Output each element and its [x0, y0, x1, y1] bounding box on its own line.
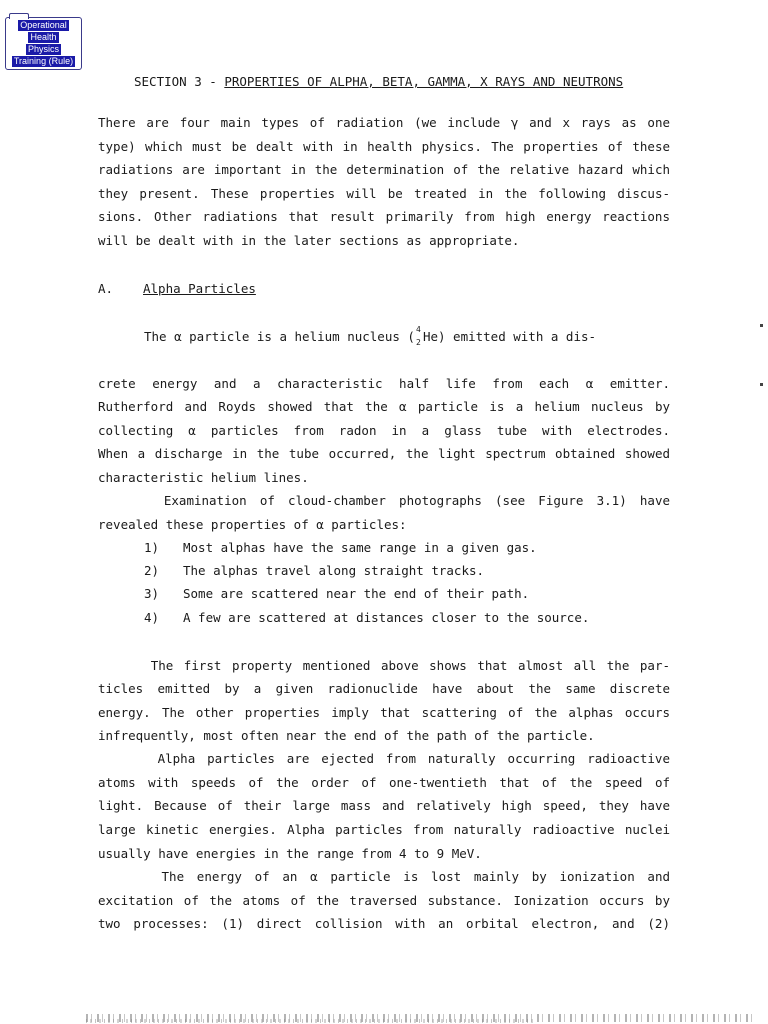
logo-line-4a: Training	[13, 56, 47, 66]
list-item-number: 4)	[144, 610, 160, 625]
intro-line: they present. These properties will be treated in the following discus-	[98, 186, 670, 201]
scan-noise	[86, 1019, 536, 1023]
training-logo	[5, 17, 82, 70]
para6-line: The energy of an α particle is lost mainly by ionization and	[98, 869, 670, 884]
para4-line: ticles emitted by a given radionuclide have about the same discrete	[98, 681, 670, 696]
para4-line: The first property mentioned above shows that almost all the par-	[98, 658, 670, 673]
para5-line: Alpha particles are ejected from naturally occurring radioactive	[98, 751, 670, 766]
para2-line: crete energy and a characteristic half life from each α emitter.	[98, 376, 670, 391]
para3-line: Examination of cloud-chamber photographs (see Figure 3.1) have	[98, 493, 670, 508]
list-item-number: 2)	[144, 563, 160, 578]
para5-line: usually have energies in the range from 4 to 9 MeV.	[98, 846, 482, 861]
intro-line: sions. Other radiations that result primarily from high energy reactions	[98, 209, 670, 224]
intro-line: type) which must be dealt with in health physics. The properties of these	[98, 139, 670, 154]
para2-line: Rutherford and Royds showed that the α particle is a helium nucleus by	[98, 399, 670, 414]
para4-line: energy. The other properties imply that scattering of the alphas occurs	[98, 705, 670, 720]
logo-line-4	[12, 56, 75, 67]
logo-line-4b: (Rule)	[48, 56, 74, 66]
para5-line: large kinetic energies. Alpha particles from naturally radioactive nuclei	[98, 822, 670, 837]
list-item-text: Most alphas have the same range in a given gas.	[183, 540, 537, 555]
alpha-intro-before: The α particle is a helium nucleus (	[144, 329, 415, 344]
scan-mark	[760, 324, 763, 327]
section-title-prefix: SECTION 3 -	[134, 74, 225, 89]
scan-mark	[760, 383, 763, 386]
folder-tab-icon	[9, 13, 29, 19]
logo-line-3: Physics	[27, 44, 59, 54]
intro-line: will be dealt with in the later sections as appropriate.	[98, 233, 520, 248]
isotope-atomic-number: 2	[415, 338, 421, 347]
logo-line-1: Operational	[20, 20, 67, 30]
section-title	[134, 74, 623, 90]
isotope-mass-number: 4	[415, 325, 421, 334]
para2-line: When a discharge in the tube occurred, the light spectrum obtained showed	[98, 446, 670, 461]
list-item-number: 3)	[144, 586, 160, 601]
alpha-intro-line	[144, 325, 597, 347]
para5-line: light. Because of their large mass and relatively high speed, they have	[98, 798, 670, 813]
para2-line: collecting α particles from radon in a glass tube with electrodes.	[98, 423, 670, 438]
section-a-letter: A.	[98, 281, 114, 296]
section-a-title: Alpha Particles	[143, 281, 256, 296]
para2-line: characteristic helium lines.	[98, 470, 309, 485]
para6-line: excitation of the atoms of the traversed substance. Ionization occurs by	[98, 893, 670, 908]
intro-line: radiations are important in the determination of the relative hazard which	[98, 162, 670, 177]
list-item-text: The alphas travel along straight tracks.	[183, 563, 485, 578]
list-item-text: Some are scattered near the end of their path.	[183, 586, 530, 601]
para4-line: infrequently, most often near the end of the path of the particle.	[98, 728, 595, 743]
intro-line: There are four main types of radiation (we include γ and x rays as one	[98, 115, 670, 130]
isotope-element: He	[422, 329, 438, 344]
logo-line-2: Health	[30, 32, 57, 42]
para6-line: two processes: (1) direct collision with an orbital electron, and (2)	[98, 916, 670, 931]
list-item-number: 1)	[144, 540, 160, 555]
para3-line: revealed these properties of α particles:	[98, 517, 407, 532]
list-item-text: A few are scattered at distances closer to the source.	[183, 610, 590, 625]
section-title-text: PROPERTIES OF ALPHA, BETA, GAMMA, X RAYS AND NEUTRONS	[224, 74, 624, 89]
isotope-notation	[415, 325, 423, 347]
alpha-intro-after: ) emitted with a dis-	[438, 329, 597, 344]
para5-line: atoms with speeds of the order of one-twentieth that of the speed of	[98, 775, 670, 790]
